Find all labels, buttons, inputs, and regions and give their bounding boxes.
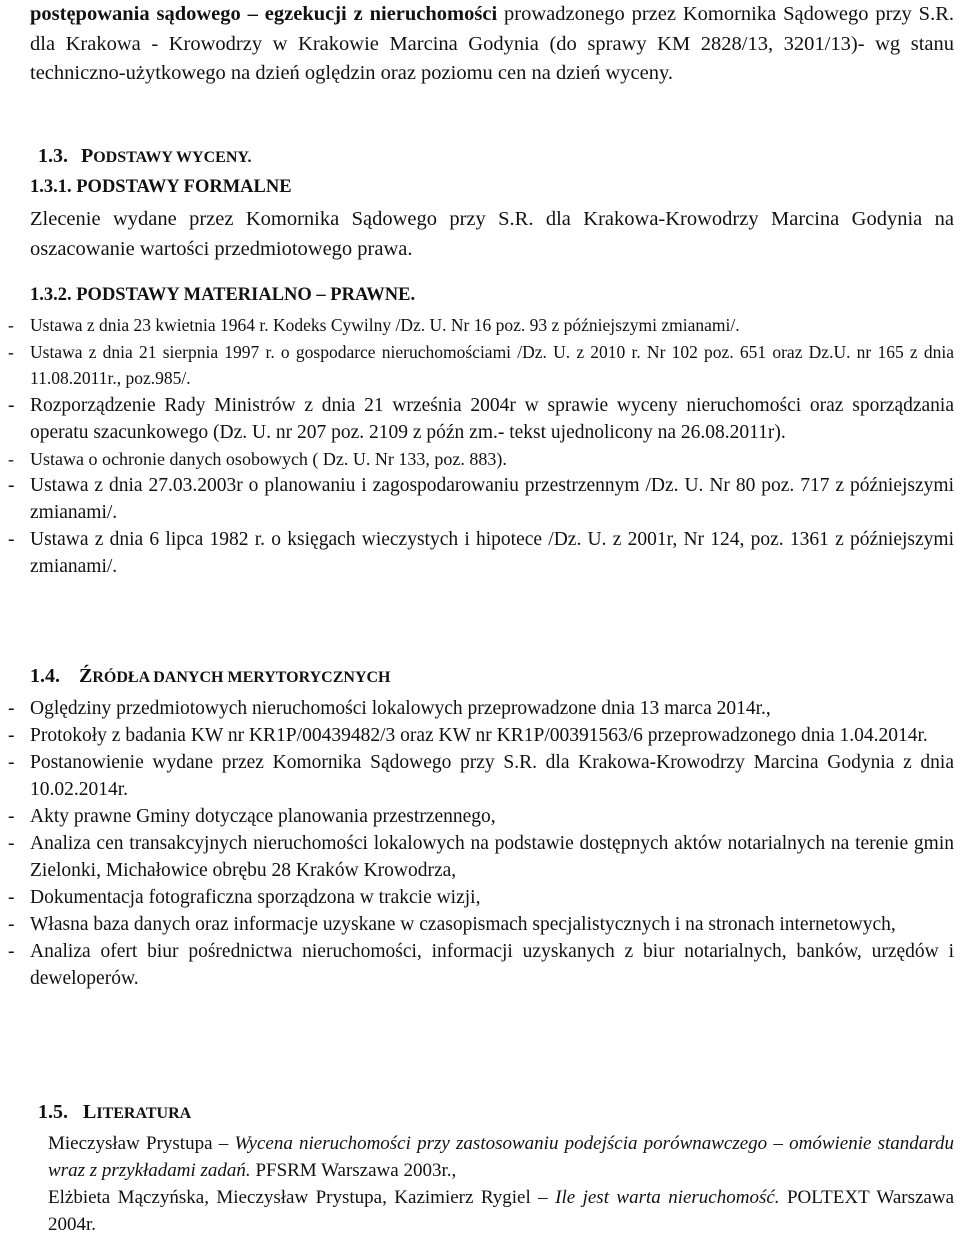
section-number: 1.3. <box>38 145 68 167</box>
list-item: - Analiza ofert biur pośrednictwa nieruchomości, informacji uzyskanych z biur notarialnych, banków, urzędów i deweloperów. <box>8 941 954 989</box>
intro-bold-text: postępowania sądowego – egzekucji z nieruchomości <box>30 3 498 25</box>
subsection-heading-1-3-2: 1.3.2. PODSTAWY MATERIALNO – PRAWNE. <box>30 285 416 305</box>
list-item: - Ustawa o ochronie danych osobowych ( Dz. U. Nr 133, poz. 883). <box>8 448 507 469</box>
section-heading-1-4: 1.4. ŹRÓDŁA DANYCH MERYTORYCZNYCH <box>30 665 391 687</box>
list-item: - Analiza cen transakcyjnych nieruchomości lokalowych na podstawie dostępnych aktów notarialnych na terenie gmin Zielonki, Michałowice obrębu 28 Kraków Krowodrza, <box>8 833 954 881</box>
list-item: - Protokoły z badania KW nr KR1P/00439482/3 oraz KW nr KR1P/00391563/6 przeprowadzonego dnia 1.04.2014r. <box>8 725 928 746</box>
literature-publisher: POLTEXT Warszawa 2004r. <box>48 1187 955 1235</box>
section-number: 1.4. <box>30 665 60 687</box>
literature-entry <box>48 1130 954 1184</box>
section-heading-1-5: 1.5. LITERATURA <box>38 1101 192 1123</box>
list-item: - Akty prawne Gminy dotyczące planowania przestrzennego, <box>8 806 496 827</box>
section-number: 1.5. <box>38 1101 68 1123</box>
literature-entry <box>48 1184 954 1238</box>
list-item: - Ustawa z dnia 6 lipca 1982 r. o księgach wieczystych i hipotece /Dz. U. z 2001r, Nr 124, poz. 1361 z późniejszymi zmianami/. <box>8 529 954 577</box>
literature-author: Mieczysław Prystupa – <box>48 1133 235 1154</box>
section-heading-1-3: 1.3. PODSTAWY WYCENY. <box>38 145 252 167</box>
literature-list <box>48 1130 954 1238</box>
list-item: - Postanowienie wydane przez Komornika Sądowego przy S.R. dla Krakowa-Krowodrzy Marcina Godynia z dnia 10.02.2014r. <box>8 752 954 800</box>
list-item: - Ustawa z dnia 21 sierpnia 1997 r. o gospodarce nieruchomościami /Dz. U. z 2010 r. Nr 102 poz. 651 oraz Dz.U. nr 165 z dnia 11.08.2011r., poz.985/. <box>8 341 954 388</box>
legal-basis-list <box>0 312 954 580</box>
formal-basis-text: Zlecenie wydane przez Komornika Sądowego przy S.R. dla Krakowa-Krowodrzy Marcina Godynia na oszacowanie wartości przedmiotowego prawa. <box>30 208 954 260</box>
subsection-heading-1-3-1: 1.3.1. PODSTAWY FORMALNE <box>30 177 292 197</box>
list-item: - Oględziny przedmiotowych nieruchomości lokalowych przeprowadzone dnia 13 marca 2014r., <box>8 698 771 719</box>
intro-paragraph <box>30 0 954 89</box>
list-item: - Ustawa z dnia 23 kwietnia 1964 r. Kodeks Cywilny /Dz. U. Nr 16 poz. 93 z późniejszymi zmianami/. <box>8 315 740 335</box>
list-item: - Rozporządzenie Rady Ministrów z dnia 21 września 2004r w sprawie wyceny nieruchomości oraz sporządzania operatu szacunkowego (Dz. U. nr 207 poz. 2109 z późn zm.- tekst ujednolicony na 26.08.2011r). <box>8 394 954 443</box>
literature-title: Wycena nieruchomości przy zastosowaniu podejścia porównawczego – omówienie standardu wraz z przykładami zadań. <box>48 1133 954 1181</box>
literature-author: Elżbieta Mączyńska, Mieczysław Prystupa, Kazimierz Rygiel – <box>48 1187 556 1208</box>
data-sources-list <box>0 695 954 992</box>
intro-text: prowadzonego przez Komornika Sądowego przy S.R. dla Krakowa - Krowodrzy w Krakowie Marcina Godynia (do sprawy KM 2828/13, 3201/13)- wg stanu techniczno-użytkowego na dzień oględzin oraz poziomu cen na dzień wyceny. <box>30 3 954 84</box>
list-item: - Ustawa z dnia 27.03.2003r o planowaniu i zagospodarowaniu przestrzennym /Dz. U. Nr 80 poz. 717 z późniejszymi zmianami/. <box>8 475 954 523</box>
literature-title: Ile jest warta nieruchomość. <box>555 1187 780 1208</box>
list-item: - Dokumentacja fotograficzna sporządzona w trakcie wizji, <box>8 887 481 908</box>
list-item: - Własna baza danych oraz informacje uzyskane w czasopismach specjalistycznych i na stronach internetowych, <box>8 914 896 935</box>
literature-publisher: PFSRM Warszawa 2003r., <box>250 1160 457 1181</box>
